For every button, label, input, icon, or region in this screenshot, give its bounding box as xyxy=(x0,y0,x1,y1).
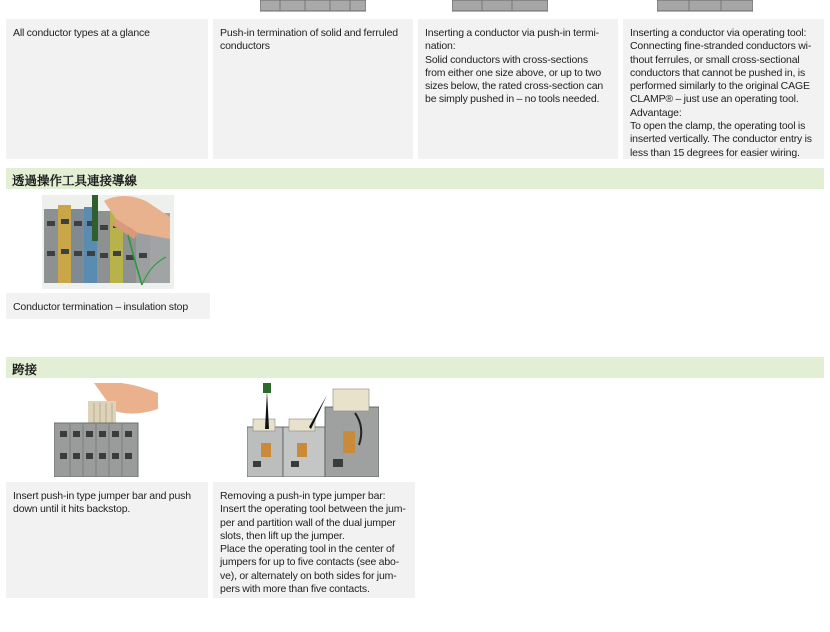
caption-line: Solid conductors with cross-sections xyxy=(425,53,588,66)
caption-line: To open the clamp, the operating tool is xyxy=(630,120,806,133)
photo-insert-jumper-bar xyxy=(54,383,160,477)
caption-card-push-in-termination xyxy=(418,19,618,159)
photo-strip-3 xyxy=(452,0,548,13)
caption-line: per and partition wall of the dual jumper xyxy=(220,516,396,529)
caption-line: Push-in termination of solid and ferruled xyxy=(220,27,398,39)
caption-line: from either one size above, or up to two xyxy=(425,66,602,79)
caption-line: sizes below, the rated cross-section can xyxy=(425,80,604,93)
caption-line: Connecting fine-stranded conductors wi- xyxy=(630,40,812,53)
caption-line: Conductor termination – insulation stop xyxy=(13,301,189,313)
caption-card-all-conductors xyxy=(6,19,208,159)
caption-line: conductors xyxy=(220,40,270,53)
section-heading-jumpering: 跨接 xyxy=(6,357,824,378)
caption-line: be simply pushed in – no tools needed. xyxy=(425,93,600,106)
caption-line: jumpers for up to five contacts (see abo- xyxy=(220,556,400,569)
caption-card-remove-jumper xyxy=(213,482,415,598)
photo-remove-jumper-bar xyxy=(247,383,379,477)
caption-line: Removing a push-in type jumper bar: xyxy=(220,490,386,502)
caption-card-push-in xyxy=(213,19,413,159)
caption-line: Advantage: xyxy=(630,106,682,119)
caption-line: Inserting a conductor via operating tool: xyxy=(630,27,807,39)
caption-card-insert-jumper xyxy=(6,482,208,598)
caption-line: conductors that cannot be pushed in, is xyxy=(630,66,806,79)
caption-line: Insert push-in type jumper bar and push xyxy=(13,490,191,502)
caption-line: All conductor types at a glance xyxy=(13,27,150,39)
caption-card-insulation-stop xyxy=(6,293,210,319)
caption-line: inserted vertically. The conductor entry is xyxy=(630,133,812,146)
section-heading-conductor-tool: 透過操作工具連接導線 xyxy=(6,168,824,189)
caption-line: slots, then lift up the jumper. xyxy=(220,529,345,542)
caption-line: performed similarly to the original CAGE xyxy=(630,80,810,93)
caption-line: thout ferrules, or small cross-sectional xyxy=(630,53,800,66)
photo-strip-2 xyxy=(260,0,366,13)
caption-line: Place the operating tool in the center of xyxy=(220,543,395,556)
photo-terminal-blocks-conductor xyxy=(42,195,174,289)
caption-line: ve), or alternately on both sides for jum- xyxy=(220,569,397,582)
caption-line: nation: xyxy=(425,40,456,53)
caption-line: Inserting a conductor via push-in termi- xyxy=(425,27,599,39)
caption-line: CLAMP® – just use an operating tool. xyxy=(630,93,799,106)
photo-strip-4 xyxy=(657,0,753,13)
caption-line: Insert the operating tool between the jum- xyxy=(220,503,406,516)
caption-line: less than 15 degrees for easier wiring. xyxy=(630,146,800,159)
caption-line: pers with more than five contacts. xyxy=(220,583,370,596)
caption-line: down until it hits backstop. xyxy=(13,503,131,516)
caption-card-operating-tool xyxy=(623,19,824,159)
